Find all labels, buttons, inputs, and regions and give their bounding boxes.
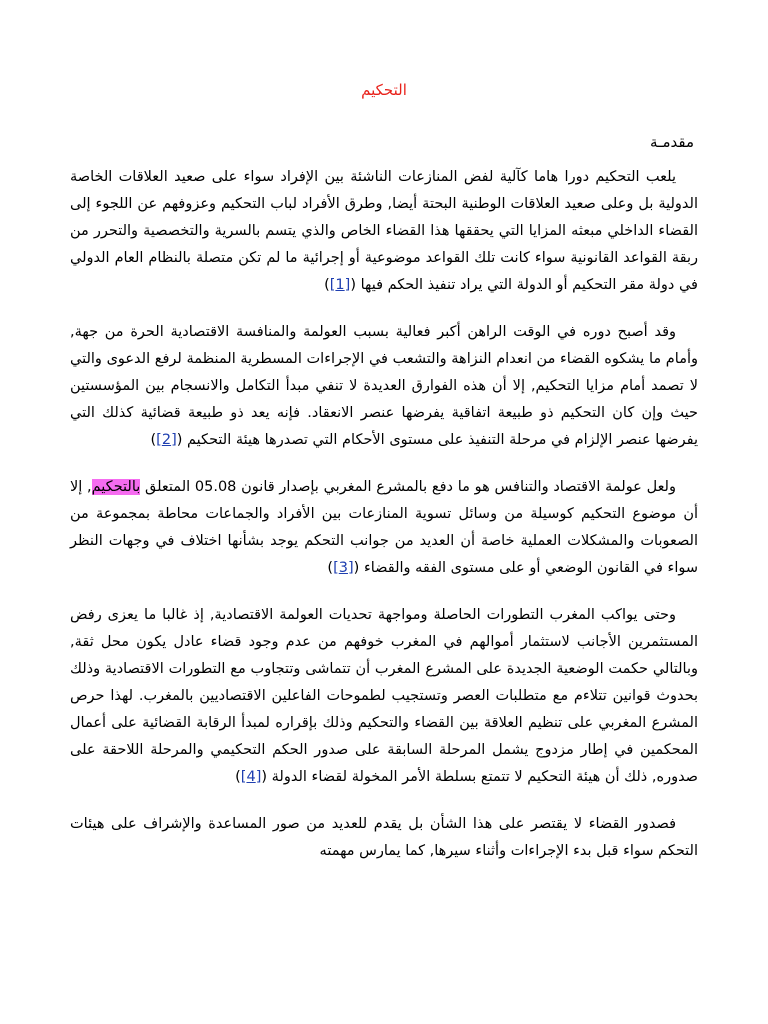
paragraph-2: وقد أصبح دوره في الوقت الراهن أكبر فعالية بسبب العولمة والمنافسة الاقتصادية الحرة من جهة, وأمام ما يشكوه القضاء من انعدام النزاهة والتشعب في الإجراءات المسطرية المنظمة لرفع الدعوى والتي لا تصمد أمام مزايا التحكيم, إلا أن هذه الفوارق العديدة لا تنفي مبدأ التكامل والانسجام بين المؤسستين حيث وإن كان التحكيم ذو طبيعة اتفاقية يفرضها عنصر الانعقاد. فإنه يعد ذو طبيعة قضائية كذلك التي يفرضها عنصر الإلزام في مرحلة التنفيذ على مستوى الأحكام التي تصدرها هيئة التحكيم ([2]) [70,324,698,448]
paragraph-5-text: فصدور القضاء لا يقتصر على هذا الشأن بل يقدم للعديد من صور المساعدة والإشراف على هيئات التحكم سواء قبل بدء الإجراءات وأثناء سيرها, كما يمارس مهمته [70,816,698,859]
section-heading: مقدمـة [650,133,694,151]
document-body [70,164,698,885]
paragraph-3: ولعل عولمة الاقتصاد والتنافس هو ما دفع بالمشرع المغربي بإصدار قانون 05.08 المتعلق بالتحكيم, إلا أن موضوع التحكيم كوسيلة من وسائل تسوية المنازعات بين الأفراد والجماعات محاطة بمجموعة من الصعوبات والمشكلات العملية خاصة أن العديد من جوانب التحكم يوجد بشأنها اختلاف في وجهات النظر سواء في القانون الوضعي أو على مستوى الفقه والقضاء ([3]) [70,479,698,576]
paragraph-2-text: وقد أصبح دوره في الوقت الراهن أكبر فعالية بسبب العولمة والمنافسة الاقتصادية الحرة من جهة, وأمام ما يشكوه القضاء من انعدام النزاهة والتشعب في الإجراءات المسطرية المنظمة لرفع الدعوى والتي لا تصمد أمام مزايا التحكيم, إلا أن هذه الفوارق العديدة لا تنفي مبدأ التكامل والانسجام بين المؤسستين حيث وإن كان التحكيم ذو طبيعة اتفاقية يفرضها عنصر الانعقاد. فإنه يعد ذو طبيعة قضائية كذلك التي يفرضها عنصر الإلزام في مرحلة التنفيذ على مستوى الأحكام التي تصدرها هيئة التحكيم [70,324,698,448]
paragraph-5 [70,811,698,865]
document-title: التحكيم [361,81,407,99]
highlighted-word: بالتحكيم [91,479,141,495]
footnote-link-1[interactable]: [1] [329,277,351,293]
paragraph-1-text: يلعب التحكيم دورا هاما كآلية لفض المنازعات الناشئة بين الإفراد سواء على صعيد العلاقات الخاصة الدولية بل وعلى صعيد العلاقات الوطنية البحتة أيضا, وطرق الأفراد لباب التحكيم وعزوفهم عن اللجوء إلى القضاء الداخلي مبعثه المزايا التي يحققها هذا القضاء الخاص والذي يتسم بالسرية والتخصصية والتحرر من ربقة القواعد القانونية سواء كانت تلك القواعد موضوعية أو إجرائية ما لم تكن متصلة بالنظام العام الدولي في دولة مقر التحكيم أو الدولة التي يراد تنفيذ الحكم فيها [70,169,698,293]
paragraph-3-text-before: ولعل عولمة الاقتصاد والتنافس هو ما دفع بالمشرع المغربي بإصدار قانون 05.08 المتعلق [140,479,676,495]
paragraph-3-text-after: , إلا أن موضوع التحكيم كوسيلة من وسائل تسوية المنازعات بين الأفراد والجماعات محاطة بمجموعة من الصعوبات والمشكلات العملية خاصة أن العديد من جوانب التحكم يوجد بشأنها اختلاف في وجهات النظر سواء في القانون الوضعي أو على مستوى الفقه والقضاء [70,479,698,576]
footnote-link-2[interactable]: [2] [156,432,177,448]
footnote-link-4[interactable]: [4] [240,769,262,785]
paragraph-4: وحتى يواكب المغرب التطورات الحاصلة ومواجهة تحديات العولمة الاقتصادية, إذ غالبا ما يعزى رفض المستثمرين الأجانب لاستثمار أموالهم في المغرب خوفهم من عدم وجود قضاء عادل يكون محل ثقة, وبالتالي حكمت الوضعية الجديدة على المشرع المغرب أن تتماشى وتتجاوب مع التطورات الاقتصادية وذلك بحدوث قوانين تتلاءم مع متطلبات العصر وتستجيب لطموحات الفاعلين الاقتصاديين بالمغرب. لهذا حرص المشرع المغربي على تنظيم العلاقة بين القضاء والتحكيم وذلك بإقراره لمبدأ الرقابة القضائية على أعمال المحكمين في إطار مزدوج يشمل المرحلة السابقة على صدور الحكم التحكيمي والمرحلة اللاحقة على صدوره, ذلك أن هيئة التحكيم لا تتمتع بسلطة الأمر المخولة لقضاء الدولة ([4]) [70,607,698,785]
footnote-link-3[interactable]: [3] [333,560,354,576]
paragraph-4-text: وحتى يواكب المغرب التطورات الحاصلة ومواجهة تحديات العولمة الاقتصادية, إذ غالبا ما يعزى رفض المستثمرين الأجانب لاستثمار أموالهم في المغرب خوفهم من عدم وجود قضاء عادل يكون محل ثقة, وبالتالي حكمت الوضعية الجديدة على المشرع المغرب أن تتماشى وتتجاوب مع التطورات الاقتصادية وذلك بحدوث قوانين تتلاءم مع متطلبات العصر وتستجيب لطموحات الفاعلين الاقتصاديين بالمغرب. لهذا حرص المشرع المغربي على تنظيم العلاقة بين القضاء والتحكيم وذلك بإقراره لمبدأ الرقابة القضائية على أعمال المحكمين في إطار مزدوج يشمل المرحلة السابقة على صدور الحكم التحكيمي والمرحلة اللاحقة على صدوره, ذلك أن هيئة التحكيم لا تتمتع بسلطة الأمر المخولة لقضاء الدولة [70,607,698,785]
paragraph-1: يلعب التحكيم دورا هاما كآلية لفض المنازعات الناشئة بين الإفراد سواء على صعيد العلاقات الخاصة الدولية بل وعلى صعيد العلاقات الوطنية البحتة أيضا, وطرق الأفراد لباب التحكيم وعزوفهم عن اللجوء إلى القضاء الداخلي مبعثه المزايا التي يحققها هذا القضاء الخاص والذي يتسم بالسرية والتخصصية والتحرر من ربقة القواعد القانونية سواء كانت تلك القواعد موضوعية أو إجرائية ما لم تكن متصلة بالنظام العام الدولي في دولة مقر التحكيم أو الدولة التي يراد تنفيذ الحكم فيها ([1]) [70,169,698,293]
